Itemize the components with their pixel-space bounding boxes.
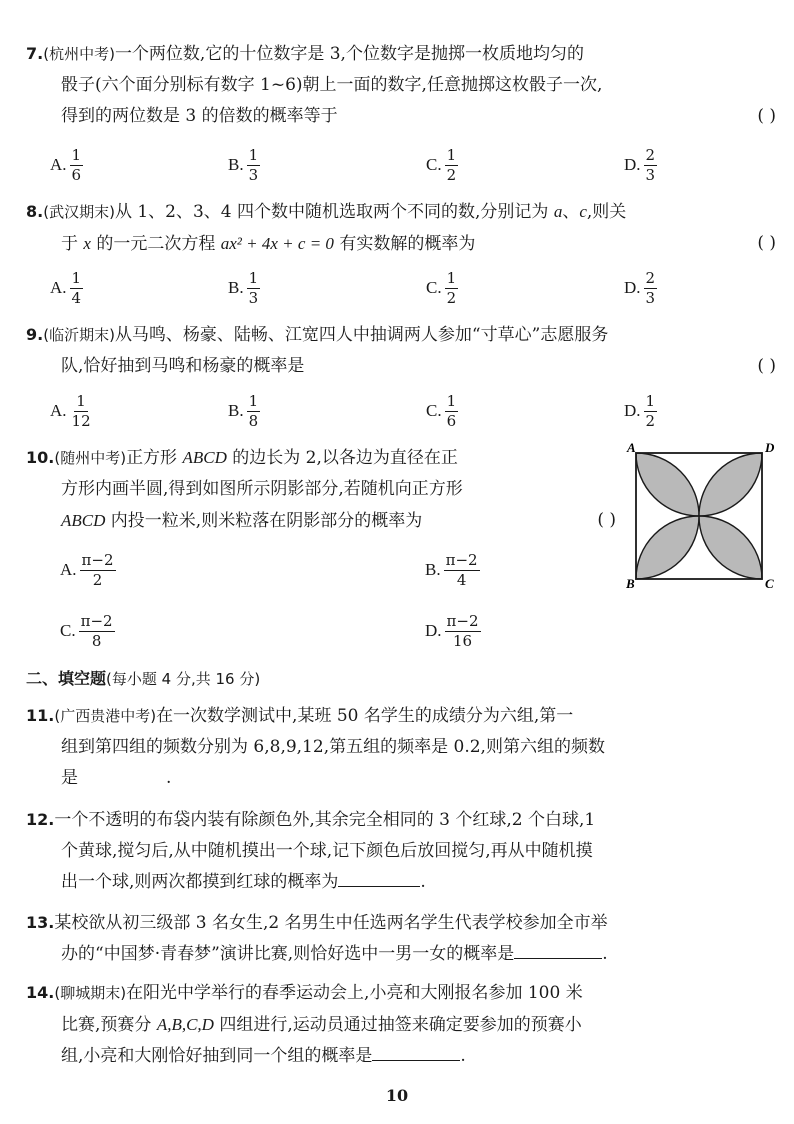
fraction: $\frac{1}{6}$ bbox=[446, 391, 457, 430]
question-text: 一个两位数,它的十位数字是 3,个位数字是抛掷一枚质地均匀的 bbox=[114, 44, 584, 64]
q8-options bbox=[50, 266, 750, 310]
petal-bottom-right bbox=[699, 516, 762, 579]
fraction: $\frac{1}{2}$ bbox=[446, 145, 457, 184]
question-10 bbox=[26, 442, 616, 537]
fraction: $\frac{1}{3}$ bbox=[248, 145, 259, 184]
q12-line-1: 12.一个不透明的布袋内装有除颜色外,其余完全相同的 3 个红球,2 个白球,1 bbox=[26, 810, 596, 830]
q14-line-1: 14.(聊城期末)在阳光中学举行的春季运动会上,小亮和大刚报名参加 100 米 bbox=[26, 983, 583, 1003]
fraction: $\frac{\pi-2}{8}$ bbox=[80, 611, 113, 650]
q14-line-2: 比赛,预赛分 A,B,C,D 四组进行,运动员通过抽签来确定要参加的预赛小 bbox=[61, 1015, 582, 1035]
fraction: $\frac{2}{3}$ bbox=[645, 268, 656, 307]
question-number: 10. bbox=[26, 448, 55, 467]
q7-line-1 bbox=[26, 38, 776, 70]
q13-line-2: 办的“中国梦·青春梦”演讲比赛,则恰好选中一男一女的概率是 . bbox=[61, 944, 608, 964]
q10-line-2: 方形内画半圆,得到如图所示阴影部分,若随机向正方形 bbox=[61, 479, 463, 499]
option-c: C. $\frac{1}{2}$ bbox=[426, 268, 457, 307]
option-b: B. $\frac{\pi-2}{4}$ bbox=[425, 550, 478, 589]
q12-line-3: 出一个球,则两次都摸到红球的概率为 . bbox=[61, 872, 426, 892]
question-source: (临沂期末) bbox=[43, 326, 115, 344]
q12-line-2: 个黄球,搅匀后,从中随机摸出一个球,记下颜色后放回搅匀,再从中随机摸 bbox=[61, 841, 593, 861]
vertex-label-c: C bbox=[765, 576, 774, 589]
question-number: 9. bbox=[26, 325, 44, 344]
section-note: (每小题 4 分,共 16 分) bbox=[106, 670, 261, 688]
question-source: (聊城期末) bbox=[54, 984, 127, 1002]
fraction: $\frac{2}{3}$ bbox=[645, 145, 656, 184]
question-12 bbox=[26, 804, 776, 898]
option-a: A. $\frac{1}{6}$ bbox=[50, 145, 82, 184]
vertex-label-b: B bbox=[626, 576, 635, 589]
option-a: A. $\frac{1}{12}$ bbox=[50, 391, 91, 430]
fraction: $\frac{1}{2}$ bbox=[446, 268, 457, 307]
q9-options bbox=[50, 389, 750, 433]
option-b: B. $\frac{1}{3}$ bbox=[228, 268, 259, 307]
option-b: B. $\frac{1}{3}$ bbox=[228, 145, 259, 184]
answer-parentheses: ( ) bbox=[757, 233, 776, 253]
fraction: $\frac{1}{4}$ bbox=[71, 268, 82, 307]
option-c: C. $\frac{1}{6}$ bbox=[426, 391, 457, 430]
question-source: (武汉期末) bbox=[43, 203, 115, 221]
answer-blank[interactable] bbox=[78, 781, 166, 783]
option-c: C. $\frac{\pi-2}{8}$ bbox=[60, 611, 113, 650]
q11-line-2: 组到第四组的频数分别为 6,8,9,12,第五组的频率是 0.2,则第六组的频数 bbox=[61, 737, 605, 757]
page-number: 10 bbox=[385, 1086, 409, 1105]
vertex-label-a: A bbox=[627, 443, 636, 455]
question-source: (杭州中考) bbox=[43, 45, 115, 63]
figure-q10 bbox=[626, 443, 786, 589]
q13-line-1: 13.某校欲从初三级部 3 名女生,2 名男生中任选两名学生代表学校参加全市举 bbox=[26, 913, 608, 933]
fraction: $\frac{\pi-2}{2}$ bbox=[81, 550, 114, 589]
q7-line-2: 骰子(六个面分别标有数字 1~6)朝上一面的数字,任意抛掷这枚骰子一次, bbox=[61, 75, 603, 95]
q10-options-row-1 bbox=[50, 548, 610, 592]
question-number: 8. bbox=[26, 202, 44, 221]
answer-blank[interactable] bbox=[338, 885, 420, 887]
vertex-label-d: D bbox=[765, 443, 775, 455]
question-text: 得到的两位数是 3 的倍数的概率等于 bbox=[61, 106, 338, 126]
question-13 bbox=[26, 907, 776, 970]
fraction: $\frac{1}{12}$ bbox=[71, 391, 91, 430]
question-source: (广西贵港中考) bbox=[54, 707, 157, 725]
question-8 bbox=[26, 196, 776, 260]
fraction: $\frac{1}{2}$ bbox=[645, 391, 656, 430]
q9-line-2: 队,恰好抽到马鸣和杨豪的概率是 ( ) bbox=[26, 351, 776, 382]
question-number: 7. bbox=[26, 44, 44, 63]
answer-parentheses: ( ) bbox=[757, 356, 776, 376]
question-7 bbox=[26, 38, 776, 132]
question-number: 11. bbox=[26, 706, 55, 725]
option-d: D. $\frac{2}{3}$ bbox=[624, 268, 656, 307]
question-number: 14. bbox=[26, 983, 55, 1002]
option-c: C. $\frac{1}{2}$ bbox=[426, 145, 457, 184]
fraction: $\frac{1}{6}$ bbox=[71, 145, 82, 184]
answer-blank[interactable] bbox=[372, 1059, 460, 1061]
q7-options bbox=[50, 143, 750, 187]
petals bbox=[636, 453, 762, 579]
section-header bbox=[26, 666, 260, 689]
q10-line-1: 10.(随州中考)正方形 ABCD 的边长为 2,以各边为直径在正 bbox=[26, 448, 458, 468]
option-d: D. $\frac{\pi-2}{16}$ bbox=[425, 611, 479, 650]
question-number: 13. bbox=[26, 913, 55, 932]
q11-line-1: 11.(广西贵港中考)在一次数学测试中,某班 50 名学生的成绩分为六组,第一 bbox=[26, 706, 574, 726]
question-number: 12. bbox=[26, 810, 55, 829]
q14-line-3: 组,小亮和大刚恰好抽到同一个组的概率是 . bbox=[61, 1046, 466, 1066]
equation: ax² + 4x + c = 0 bbox=[220, 234, 334, 253]
q8-line-2: 于 x 的一元二次方程 ax² + 4x + c = 0 有实数解的概率为 ( ) bbox=[26, 228, 776, 260]
answer-parentheses: ( ) bbox=[757, 106, 776, 126]
answer-parentheses: ( ) bbox=[597, 510, 616, 530]
q8-line-1: 8.(武汉期末)从 1、2、3、4 四个数中随机选取两个不同的数,分别记为 a、c,则关 bbox=[26, 202, 627, 222]
fraction: $\frac{1}{3}$ bbox=[248, 268, 259, 307]
option-a: A. $\frac{1}{4}$ bbox=[50, 268, 82, 307]
q11-line-3: 是 . bbox=[61, 768, 172, 788]
q10-options-row-2 bbox=[50, 609, 610, 653]
question-14 bbox=[26, 977, 776, 1072]
q7-line-3 bbox=[26, 101, 776, 132]
option-d: D. $\frac{1}{2}$ bbox=[624, 391, 656, 430]
petal-top-right bbox=[699, 453, 762, 516]
option-b: B. $\frac{1}{8}$ bbox=[228, 391, 259, 430]
question-source: (随州中考) bbox=[54, 449, 127, 467]
section-title: 二、填空题 bbox=[26, 669, 107, 688]
petal-bottom-left bbox=[636, 516, 699, 579]
q10-line-3: ABCD 内投一粒米,则米粒落在阴影部分的概率为 ( ) bbox=[26, 505, 616, 537]
fraction: $\frac{1}{8}$ bbox=[248, 391, 259, 430]
question-11 bbox=[26, 700, 776, 794]
question-9 bbox=[26, 319, 776, 382]
option-a: A. $\frac{\pi-2}{2}$ bbox=[60, 550, 114, 589]
answer-blank[interactable] bbox=[514, 957, 602, 959]
q9-line-1: 9.(临沂期末)从马鸣、杨豪、陆畅、江宽四人中抽调两人参加“寸草心”志愿服务 bbox=[26, 325, 609, 345]
fraction: $\frac{\pi-2}{16}$ bbox=[446, 611, 479, 650]
option-d: D. $\frac{2}{3}$ bbox=[624, 145, 656, 184]
petal-top-left bbox=[636, 453, 699, 516]
fraction: $\frac{\pi-2}{4}$ bbox=[445, 550, 478, 589]
